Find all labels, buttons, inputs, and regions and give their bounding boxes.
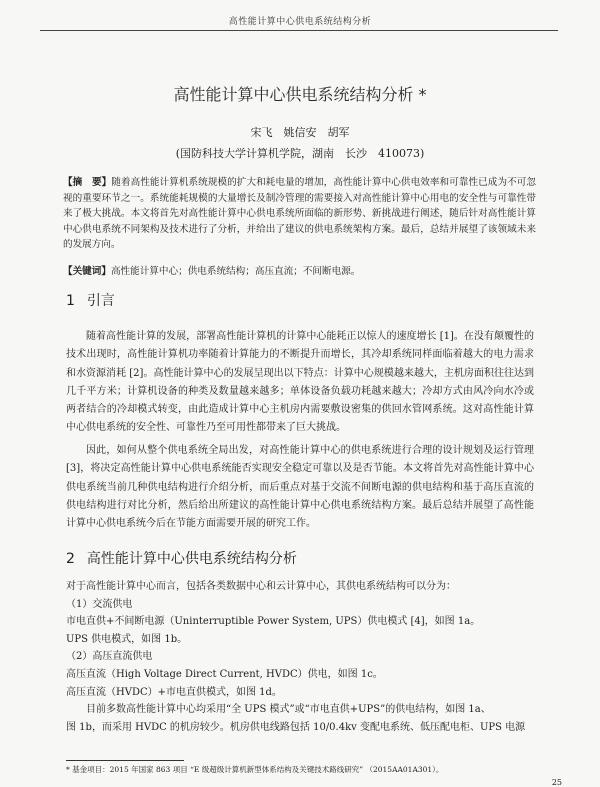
section-2-body [66, 578, 534, 736]
section-2-line: （2）高压直流供电 [66, 651, 153, 663]
running-head: 高性能计算中心供电系统结构分析 [228, 17, 372, 27]
footnote-rule [66, 760, 184, 761]
section-2-title: 高性能计算中心供电系统结构分析 [86, 551, 297, 567]
section-2-line: 目前多数高性能计算中心均采用“全 UPS 模式”或“市电直供+UPS”的供电结构，如图 1a、 [86, 704, 491, 716]
keywords-text: 高性能计算中心；供电系统结构；高压直流；不间断电源。 [110, 266, 361, 277]
paper-title: 高性能计算中心供电系统结构分析 * [173, 85, 427, 104]
abstract [63, 175, 536, 253]
abstract-text: 随着高性能计算机系统规模的扩大和耗电量的增加，高性能计算中心供电效率和可靠性已成为不可忽视的重要环节之一。系统能耗规模的大量增长及制冷管理的需要接入对高性能计算中心用电的安全性与可靠性带来了极大挑战。本文将首先对高性能计算中心供电系统所面临的新形势、新挑战进行阐述，随后针对高性能计算中心供电系统不同架构及技术进行了分析，并给出了建议的供电系统架构方案。最后，总结并展望了该领域未来的发展方向。 [63, 177, 537, 251]
section-1-paragraph-1: 随着高性能计算的发展，部署高性能计算机的计算中心能耗正以惊人的速度增长 [1]。在没有颠覆性的技术出现时，高性能计算机功率随着计算能力的不断提升而增长，其冷却系统同样面临着越大的电力需求和水资源消耗 [2]。高性能计算中心的发展呈现出以下特点：计算中心规模越来越大，主机房面积往往达到几千平方米；计算机设备的种类及数量越来越多；单体设备负载功耗越来越大；冷却方式由风冷向水冷或两者结合的冷却模式转变，由此造成计算中心主机房内需要敷设密集的供回水管网系统。这对高性能计算中心供电系统的安全性、可靠性乃至可用性都带来了巨大挑战。 [66, 331, 534, 434]
abstract-label: 【摘 要】 [63, 177, 112, 188]
section-2-line: 高压直流（High Voltage Direct Current, HVDC）供电，如图 1c。 [66, 668, 383, 680]
section-2-line: 对于高性能计算中心而言，包括各类数据中心和云计算中心，其供电系统结构可以分为： [66, 581, 456, 592]
footnote: * 基金项目：2015 年国家 863 项目 “E 级超级计算机新型体系结构及关键技术路线研究” （2015AA01A301）。 [66, 765, 444, 774]
section-2-line: UPS 供电模式，如图 1b。 [66, 633, 188, 645]
section-1-paragraph-2: 因此，如何从整个供电系统全局出发，对高性能计算中心的供电系统进行合理的设计规划及运行管理 [3]，将决定高性能计算中心供电系统能否实现安全稳定可靠以及是否节能。本文将首先对高性能计算中心供电系统当前几种供电结构进行介绍分析，而后重点对基于交流不间断电源的供电结构和基于高压直流的供电结构进行对比分析，然后给出所建议的高性能计算中心供电系统结构方案。最后总结并展望了高性能计算中心供电系统今后在节能方面需要开展的研究工作。 [66, 445, 534, 530]
authors: 宋飞 姚信安 胡军 [250, 126, 350, 139]
header-rule [40, 30, 558, 31]
section-2-heading [66, 548, 297, 568]
section-2-line: （1）交流供电 [66, 598, 133, 610]
keywords-label: 【关键词】 [63, 266, 111, 277]
section-2-line: 图 1b，而采用 HVDC 的机房较少。机房供电线路包括 10/0.4kv 变配电系统、低压配电柜、UPS 电源 [66, 721, 526, 733]
section-1-number: 1 [66, 293, 75, 309]
affiliation: (国防科技大学计算机学院，湖南 长沙 410073) [175, 147, 425, 160]
section-2-line: 市电直供+不间断电源（Uninterruptible Power System, UPS）供电模式 [4]，如图 1a。 [66, 616, 481, 628]
page-number: 25 [551, 778, 562, 787]
section-1-title: 引言 [86, 293, 115, 309]
keywords [63, 264, 536, 279]
section-1-heading [66, 290, 115, 310]
section-2-line: 高压直流（HVDC）+市电直供模式，如图 1d。 [66, 686, 282, 698]
section-2-number: 2 [66, 551, 75, 567]
